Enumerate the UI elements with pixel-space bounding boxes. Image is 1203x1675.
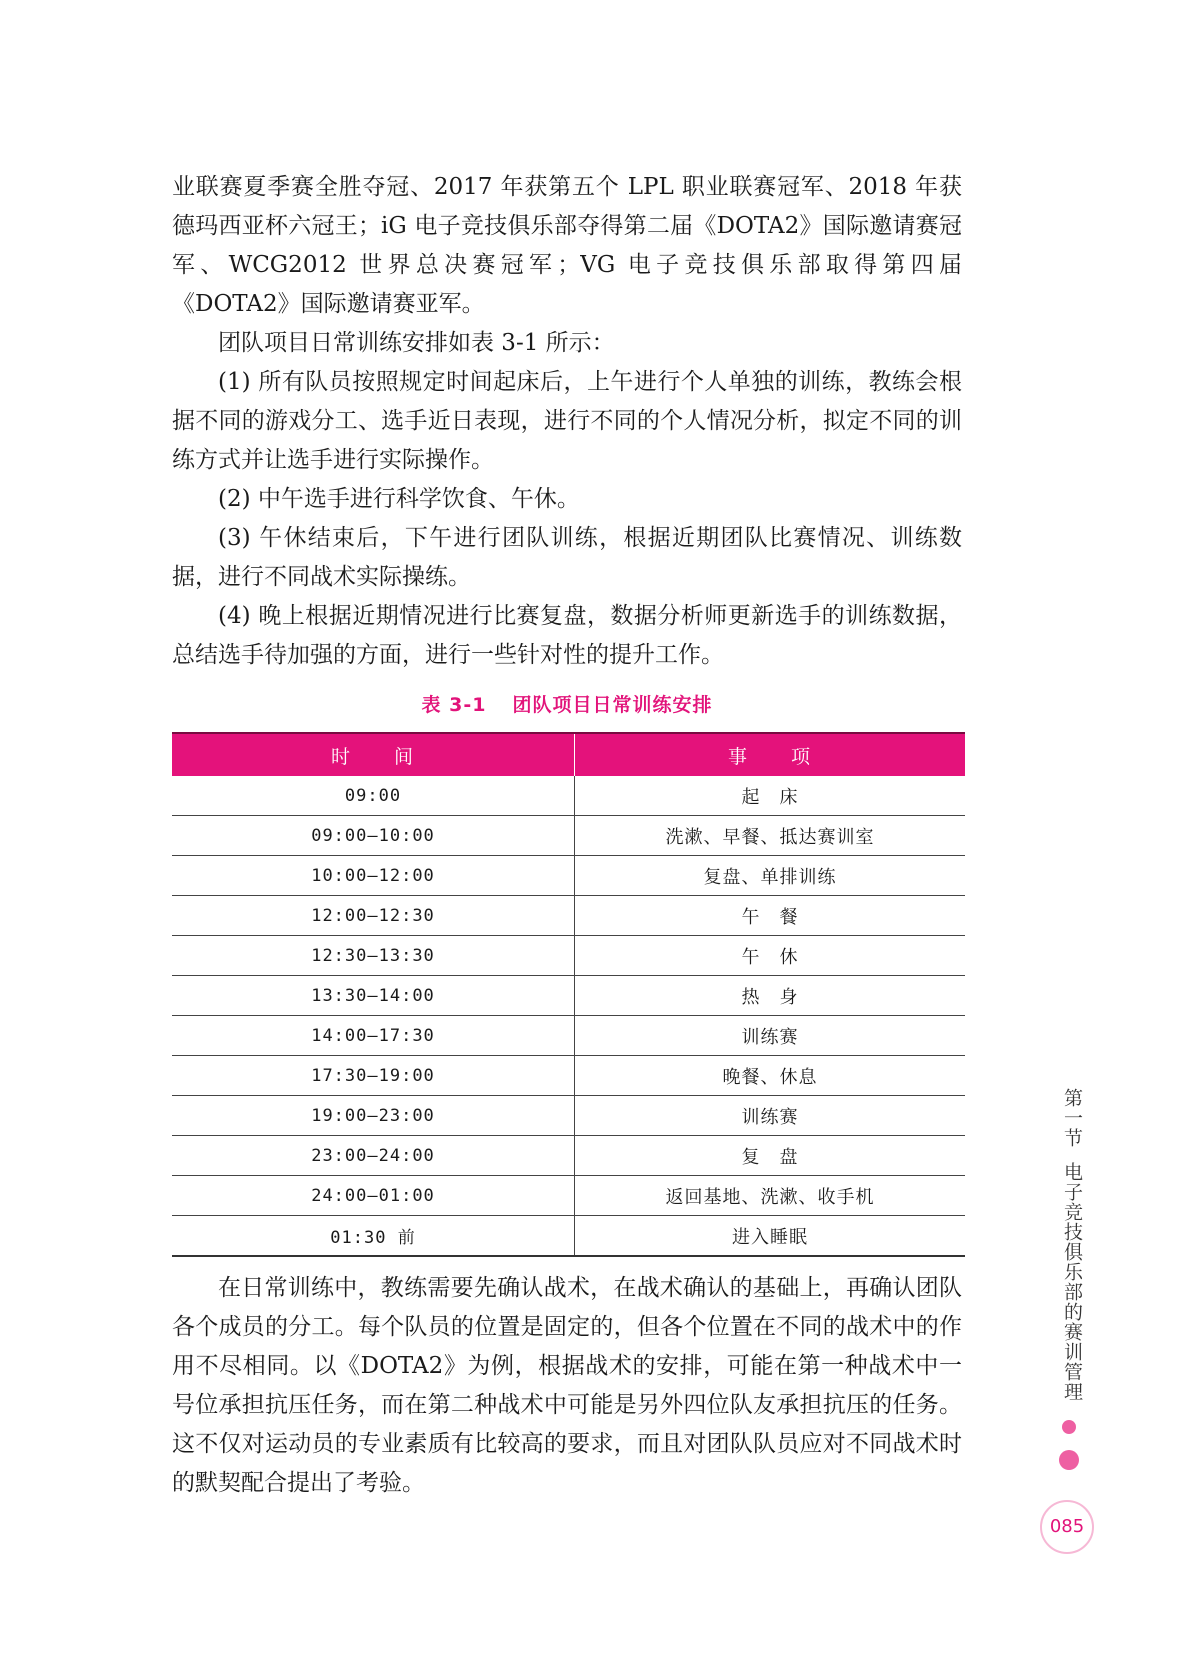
- paragraph-item-1: (1) 所有队员按照规定时间起床后，上午进行个人单独的训练，教练会根据不同的游戏分工、选手近日表现，进行不同的个人情况分析，拟定不同的训练方式并让选手进行实际操作。: [172, 369, 962, 473]
- side-section-label: 第一节: [1061, 1088, 1083, 1148]
- item-cell: 复 盘: [575, 1136, 966, 1176]
- item-cell: 洗漱、早餐、抵达赛训室: [575, 816, 966, 856]
- table-row: [172, 776, 965, 816]
- time-cell: 09:00: [172, 776, 575, 816]
- table-row: [172, 976, 965, 1016]
- paragraph-table-intro: 团队项目日常训练安排如表 3-1 所示：: [218, 330, 615, 356]
- table-row: [172, 1176, 965, 1216]
- table-row: [172, 816, 965, 856]
- table-row: [172, 1216, 965, 1257]
- table-row: [172, 1096, 965, 1136]
- item-cell: 晚餐、休息: [575, 1056, 966, 1096]
- time-cell: 19:00—23:00: [172, 1096, 575, 1136]
- table-header-row: [172, 733, 965, 776]
- table-row: [172, 936, 965, 976]
- decor-dot-small: [1062, 1420, 1076, 1434]
- time-cell: 12:00—12:30: [172, 896, 575, 936]
- schedule-table: [172, 732, 965, 1257]
- table-row: [172, 896, 965, 936]
- item-cell: 热 身: [575, 976, 966, 1016]
- item-cell: 训练赛: [575, 1016, 966, 1056]
- time-cell: 09:00—10:00: [172, 816, 575, 856]
- time-cell: 23:00—24:00: [172, 1136, 575, 1176]
- item-cell: 起 床: [575, 776, 966, 816]
- time-cell: 12:30—13:30: [172, 936, 575, 976]
- paragraph-intro: 业联赛夏季赛全胜夺冠、2017 年获第五个 LPL 职业联赛冠军、2018 年获德玛西亚杯六冠王；iG 电子竞技俱乐部夺得第二届《DOTA2》国际邀请赛冠军、WCG2012 世界总决赛冠军；VG 电子竞技俱乐部取得第四届《DOTA2》国际邀请赛亚军。: [172, 174, 962, 317]
- table-row: [172, 856, 965, 896]
- time-cell: 14:00—17:30: [172, 1016, 575, 1056]
- time-cell: 10:00—12:00: [172, 856, 575, 896]
- table-row: [172, 1016, 965, 1056]
- table-row: [172, 1056, 965, 1096]
- paragraph-item-3: (3) 午休结束后，下午进行团队训练，根据近期团队比赛情况、训练数据，进行不同战术实际操练。: [172, 525, 962, 590]
- time-cell: 24:00—01:00: [172, 1176, 575, 1216]
- item-cell: 进入睡眠: [575, 1216, 966, 1257]
- time-cell: 13:30—14:00: [172, 976, 575, 1016]
- item-cell: 午 餐: [575, 896, 966, 936]
- table-caption: [172, 690, 962, 717]
- time-cell: 01:30 前: [172, 1216, 575, 1257]
- page-number: 085: [1040, 1500, 1094, 1554]
- item-cell: 返回基地、洗漱、收手机: [575, 1176, 966, 1216]
- item-cell: 午 休: [575, 936, 966, 976]
- table-caption-title: 团队项目日常训练安排: [512, 694, 713, 716]
- decor-dot-large: [1059, 1450, 1079, 1470]
- table-caption-number: 表 3-1: [421, 694, 487, 716]
- side-chapter-title: [1057, 1088, 1087, 1402]
- table-row: [172, 1136, 965, 1176]
- item-cell: 复盘、单排训练: [575, 856, 966, 896]
- header-time: 时 间: [172, 733, 575, 776]
- side-title-text: 电子竞技俱乐部的赛训管理: [1061, 1162, 1083, 1402]
- paragraph-item-2: (2) 中午选手进行科学饮食、午休。: [218, 486, 580, 512]
- paragraph-tactics: 在日常训练中，教练需要先确认战术，在战术确认的基础上，再确认团队各个成员的分工。每个队员的位置是固定的，但各个位置在不同的战术中的作用不尽相同。以《DOTA2》为例，根据战术的安排，可能在第一种战术中一号位承担抗压任务，而在第二种战术中可能是另外四位队友承担抗压的任务。这不仅对运动员的专业素质有比较高的要求，而且对团队队员应对不同战术时的默契配合提出了考验。: [172, 1275, 962, 1496]
- header-item: 事 项: [575, 733, 966, 776]
- item-cell: 训练赛: [575, 1096, 966, 1136]
- time-cell: 17:30—19:00: [172, 1056, 575, 1096]
- paragraph-item-4: (4) 晚上根据近期情况进行比赛复盘，数据分析师更新选手的训练数据，总结选手待加强的方面，进行一些针对性的提升工作。: [172, 603, 962, 668]
